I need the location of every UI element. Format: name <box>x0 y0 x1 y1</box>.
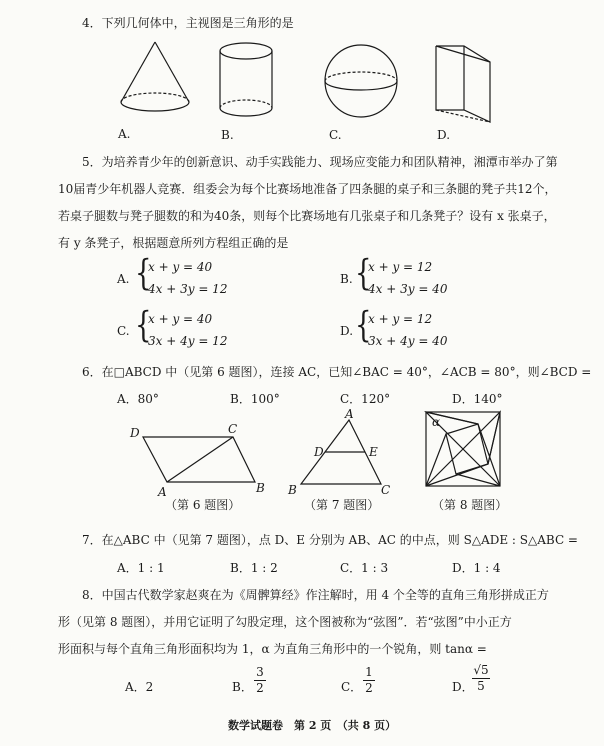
q5-option-c-eq1: x + y = 40 <box>148 312 213 326</box>
q6-option-b[interactable]: B．100° <box>230 392 280 406</box>
q8-option-c-fraction <box>363 666 375 695</box>
q7-option-a[interactable]: A．1 : 1 <box>117 561 165 575</box>
fig8-label-alpha: α <box>432 415 441 429</box>
q7-option-d[interactable]: D．1 : 4 <box>452 561 501 575</box>
q4-option-a[interactable]: A. <box>118 127 131 141</box>
fig6-label-c: C <box>228 422 238 436</box>
fig6-label-d: D <box>130 426 140 440</box>
q8-option-b-label: B． <box>232 680 253 694</box>
q8-stem-line2: 形（见第 8 题图），并用它证明了勾股定理，这个图被称为“弦图”．若“弦图”中小正方 <box>58 615 512 629</box>
q5-stem-line2: 10届青少年机器人竞赛．组委会为每个比赛场地准备了四条腿的桌子和三条腿的凳子共12个， <box>58 182 557 196</box>
brace-icon: { <box>355 253 372 294</box>
q8-stem-line3: 形面积与每个直角三角形面积均为 1，α 为直角三角形中的一个锐角，则 tanα = <box>58 642 487 656</box>
q5-stem-line3: 若桌子腿数与凳子腿数的和为40条，则每个比赛场地有几张桌子和几条凳子？设有 x 张桌子， <box>58 209 556 223</box>
q8-option-d-denominator: 5 <box>477 679 485 694</box>
q8-option-c-denominator: 2 <box>365 681 373 696</box>
q5-option-d-eq1: x + y = 12 <box>368 312 433 326</box>
q5-option-d-label: D. <box>340 324 354 338</box>
q8-option-b-denominator: 2 <box>256 681 264 696</box>
q4-prism-figure <box>430 40 500 125</box>
q4-sphere-figure <box>321 41 401 121</box>
brace-icon: { <box>135 253 152 294</box>
figure-6-caption: （第 6 题图） <box>165 498 241 512</box>
q4-option-c[interactable]: C. <box>329 128 342 142</box>
q4-option-b[interactable]: B. <box>221 128 234 142</box>
q8-option-c-numerator: 1 <box>365 665 373 679</box>
q5-option-a-eq1: x + y = 40 <box>148 260 213 274</box>
q5-option-c-eq2: 3x + 4y = 12 <box>148 334 228 348</box>
fig7-label-a: A <box>345 407 354 421</box>
brace-icon: { <box>355 305 372 346</box>
q5-option-c-label: C. <box>117 324 130 338</box>
q8-option-a[interactable]: A．2 <box>125 680 154 694</box>
q4-cylinder-figure <box>216 42 276 122</box>
q5-option-b-eq1: x + y = 12 <box>368 260 433 274</box>
figure-7-caption: （第 7 题图） <box>304 498 380 512</box>
fig6-label-b: B <box>256 481 265 495</box>
q5-stem-line4: 有 y 条凳子，根据题意所列方程组正确的是 <box>58 236 289 250</box>
q8-option-d-label: D． <box>452 680 474 694</box>
q8-option-d-numerator: √5 <box>473 663 489 677</box>
q5-option-b-label: B. <box>340 272 353 286</box>
brace-icon: { <box>135 305 152 346</box>
q7-option-c[interactable]: C．1 : 3 <box>340 561 389 575</box>
q8-option-b-fraction <box>254 666 266 695</box>
page-footer: 数学试题卷 第 2 页 （共 8 页） <box>228 719 397 732</box>
q6-option-a[interactable]: A．80° <box>117 392 159 406</box>
fig7-label-e: E <box>369 445 378 459</box>
figure-7-triangle <box>285 407 395 500</box>
q8-option-d-fraction <box>472 664 490 693</box>
figure-8-caption: （第 8 题图） <box>432 498 508 512</box>
fig7-label-b: B <box>288 483 297 497</box>
fig6-label-a: A <box>158 485 167 499</box>
q6-option-d[interactable]: D．140° <box>452 392 503 406</box>
q6-option-c[interactable]: C．120° <box>340 392 391 406</box>
q5-option-a-eq2: 4x + 3y = 12 <box>148 282 228 296</box>
q8-option-b-numerator: 3 <box>256 665 264 679</box>
q4-stem: 4．下列几何体中，主视图是三角形的是 <box>82 16 294 30</box>
fig7-label-d: D <box>314 445 324 459</box>
q4-option-d[interactable]: D. <box>437 128 451 142</box>
q7-option-b[interactable]: B．1 : 2 <box>230 561 278 575</box>
q5-option-a-label: A. <box>117 272 130 286</box>
q5-option-b-eq2: 4x + 3y = 40 <box>368 282 448 296</box>
q8-stem-line1: 8．中国古代数学家赵爽在为《周髀算经》作注解时，用 4 个全等的直角三角形拼成正方 <box>82 588 549 602</box>
q4-cone-figure <box>115 40 195 115</box>
q8-option-c-label: C． <box>341 680 363 694</box>
figure-8-string-diagram <box>424 410 504 490</box>
q6-stem: 6．在□ABCD 中（见第 6 题图），连接 AC，已知∠BAC = 40°，∠ACB = 80°，则∠BCD = <box>82 365 592 379</box>
q7-stem: 7．在△ABC 中（见第 7 题图），点 D、E 分别为 AB、AC 的中点，则 S△ADE : S△ABC = <box>82 533 578 547</box>
q5-option-d-eq2: 3x + 4y = 40 <box>368 334 448 348</box>
q5-stem-line1: 5．为培养青少年的创新意识、动手实践能力、现场应变能力和团队精神，湘潭市举办了第 <box>82 155 558 169</box>
fig7-label-c: C <box>381 483 391 497</box>
